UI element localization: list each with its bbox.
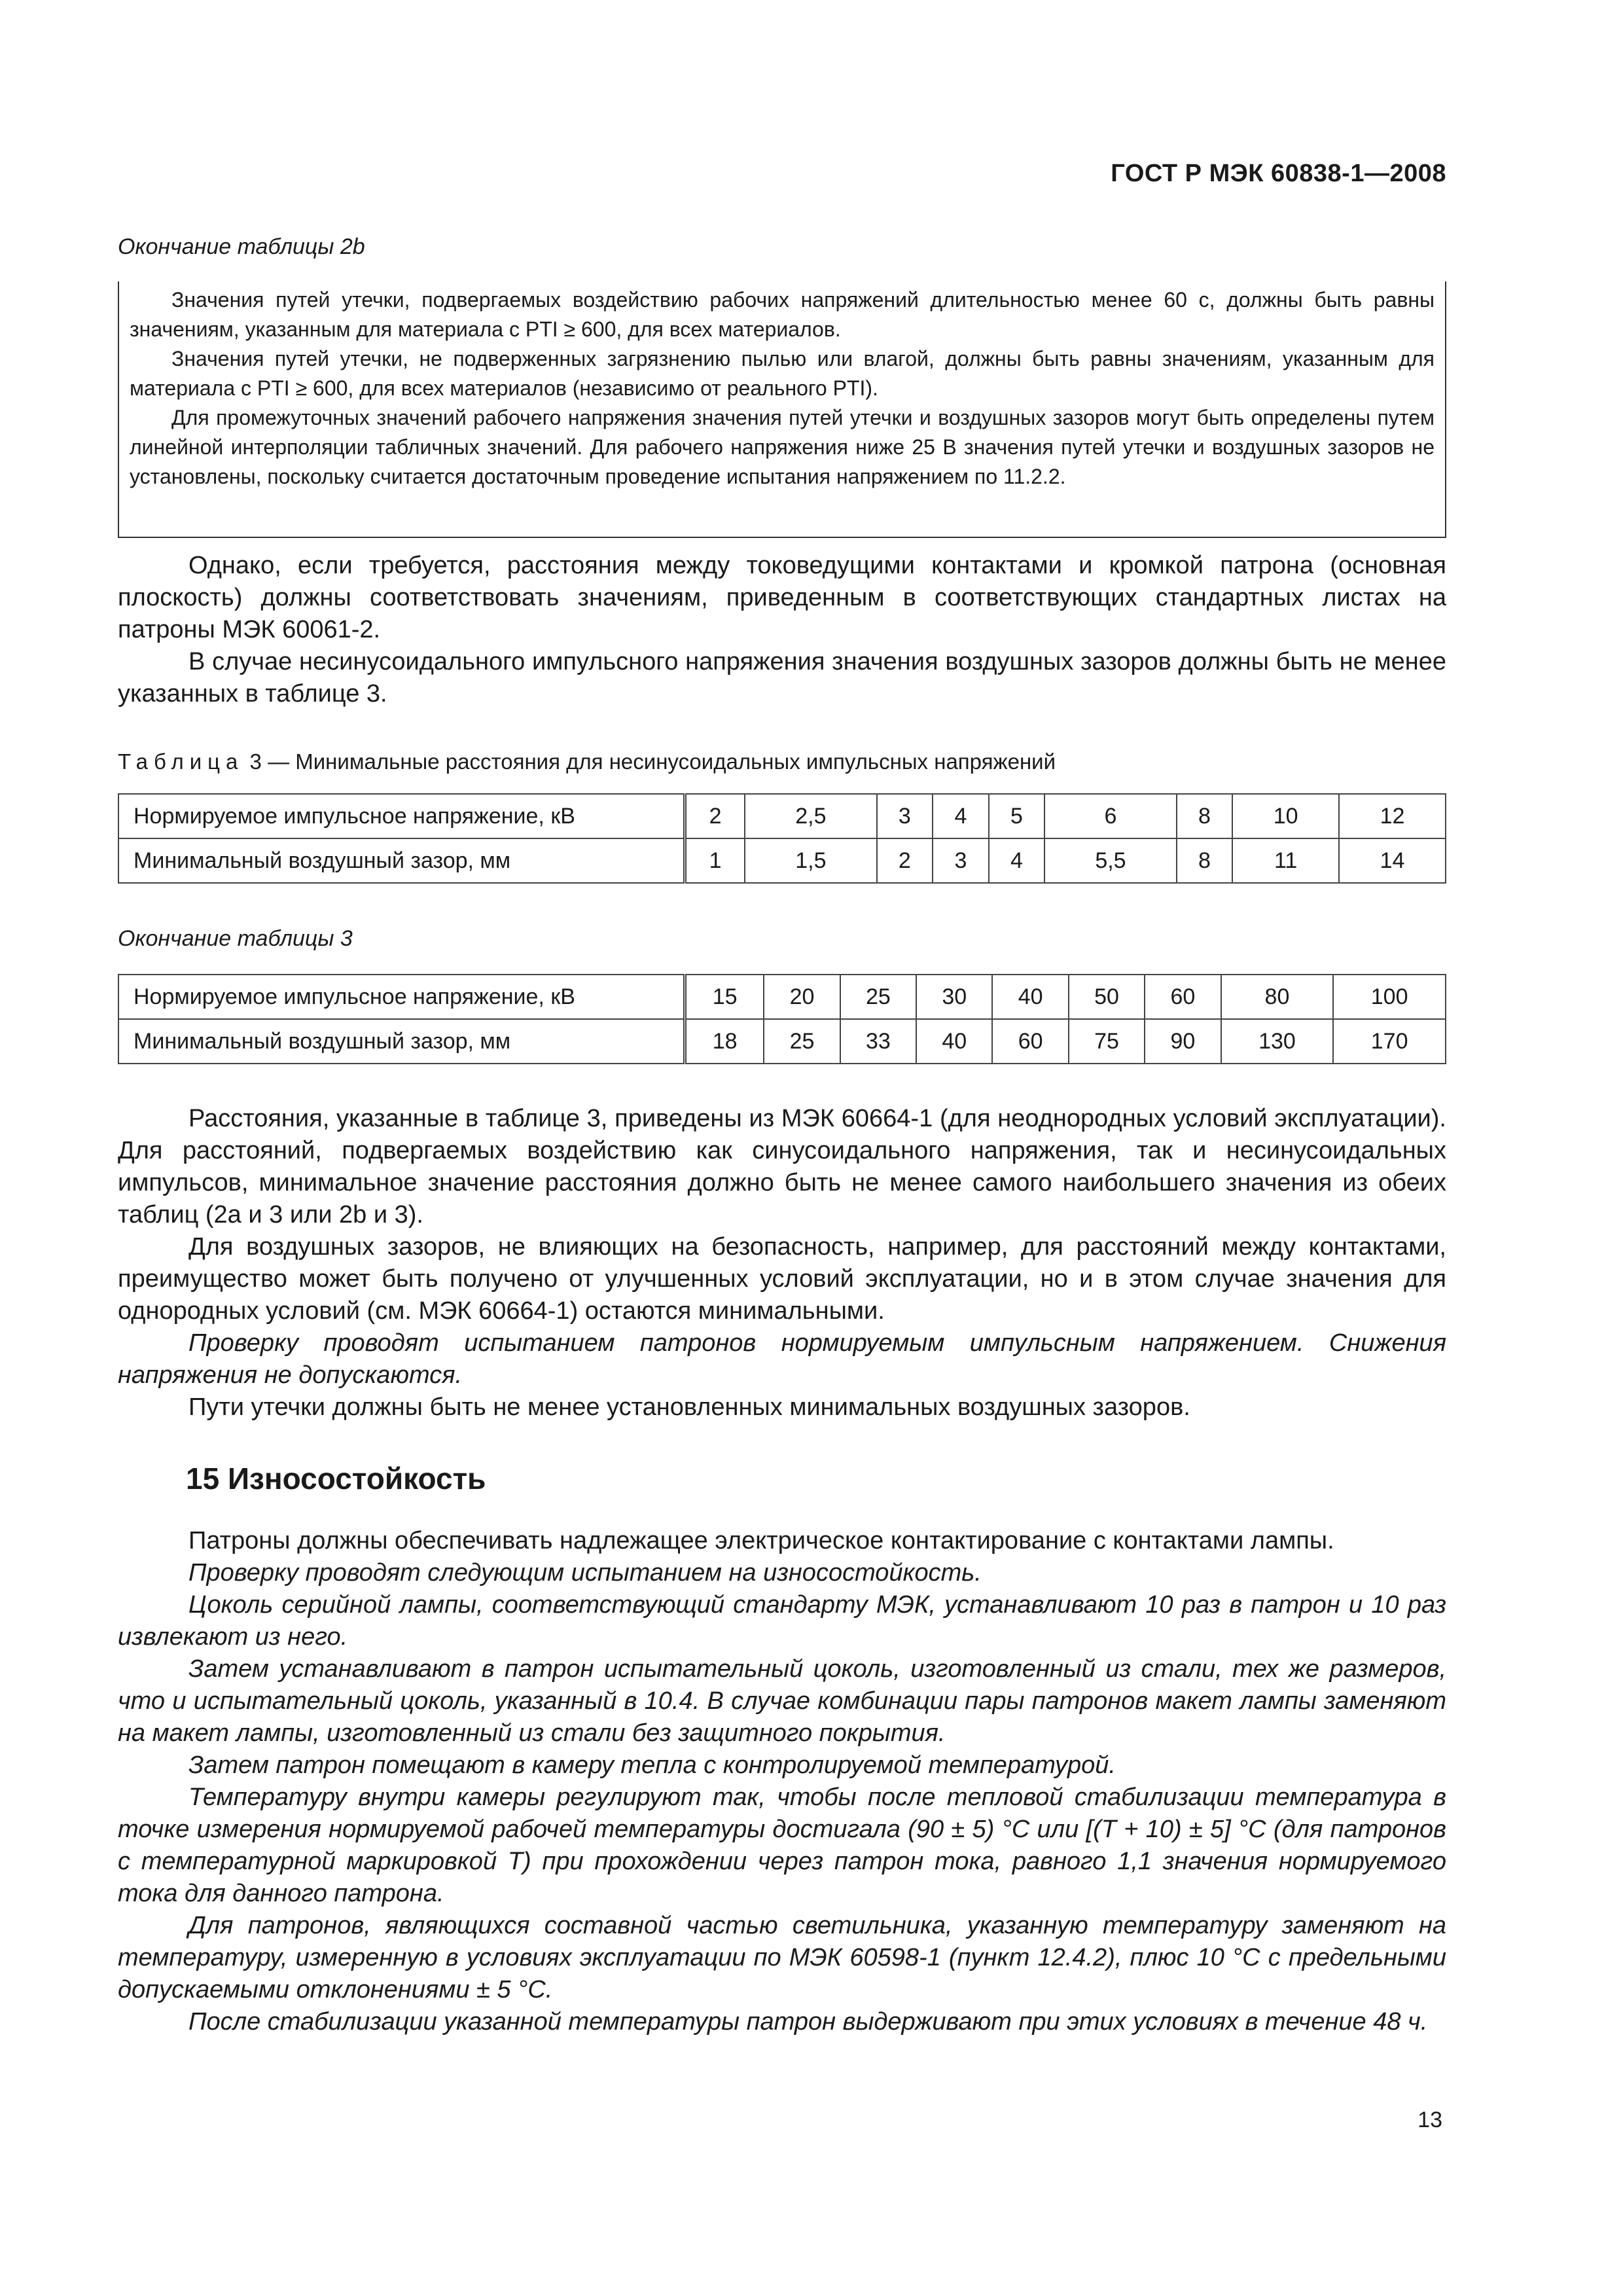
table-3-title-word: Таблица <box>118 749 244 774</box>
test-method-paragraph: Затем устанавливают в патрон испытательный цоколь, изготовленный из стали, тех же размеров, что и испытательный цоколь, указанный в 10.4. В случае комбинации пары патронов макет лампы заменяют на макет лампы, изготовленный из стали без защитного покрытия. <box>118 1655 1446 1747</box>
table-note: Значения путей утечки, не подверженных загрязнению пылью или влагой, должны быть равны значениям, указанным для материала с PTI ≥ 600, для всех материалов (независимо от реального PTI). <box>130 347 1435 400</box>
page-number: 13 <box>1418 2108 1442 2132</box>
table-3-part-1 <box>118 793 1446 884</box>
table-cell: 170 <box>1333 1019 1446 1064</box>
table-3-continuation-caption: Окончание таблицы 3 <box>118 926 353 951</box>
table-cell: 40 <box>916 1019 992 1064</box>
table-3-part-2 <box>118 974 1446 1064</box>
table-cell: 33 <box>840 1019 916 1064</box>
table-cell: 4 <box>989 838 1045 883</box>
body-paragraph: Для воздушных зазоров, не влияющих на безопасность, например, для расстояний между контактами, преимущество может быть получено от улучшенных условий эксплуатации, но и в этом случае значения для однородных условий (см. МЭК 60664-1) остаются минимальными. <box>118 1233 1446 1325</box>
table-row <box>118 794 1446 838</box>
table-cell: 12 <box>1339 794 1446 838</box>
body-paragraph: Патроны должны обеспечивать надлежащее электрическое контактирование с контактами лампы. <box>188 1527 1334 1554</box>
paragraphs-after-table-3 <box>118 1103 1446 1424</box>
section-15-body <box>118 1525 1446 2038</box>
table-3-title-text: 3 — Минимальные расстояния для несинусоидальных импульсных напряжений <box>243 749 1056 774</box>
body-paragraph: В случае несинусоидального импульсного напряжения значения воздушных зазоров должны быть не менее указанных в таблице 3. <box>118 648 1446 708</box>
test-method-paragraph: Для патронов, являющихся составной частью светильника, указанную температуру заменяют на температуру, измеренную в условиях эксплуатации по МЭК 60598-1 (пункт 12.4.2), плюс 10 °С с предельными допускаемыми отклонениями ± 5 °С. <box>118 1912 1446 2003</box>
table-2b-continuation-caption: Окончание таблицы 2b <box>118 234 365 259</box>
row-label-clearance: Минимальный воздушный зазор, мм <box>118 838 685 883</box>
paragraphs-before-table-3 <box>118 550 1446 710</box>
table-cell: 2 <box>685 794 745 838</box>
table-cell: 25 <box>764 1019 840 1064</box>
table-cell: 100 <box>1333 975 1446 1019</box>
table-cell: 130 <box>1221 1019 1334 1064</box>
table-cell: 90 <box>1145 1019 1221 1064</box>
table-cell: 2 <box>877 838 933 883</box>
table-cell: 4 <box>933 794 989 838</box>
body-paragraph: Расстояния, указанные в таблице 3, приведены из МЭК 60664-1 (для неоднородных условий эксплуатации). Для расстояний, подвергаемых воздействию как синусоидального напряжения, так и несинусоидальных импульсов, минимальное значение расстояния должно быть не менее самого наибольшего значения из обеих таблиц (2а и 3 или 2b и 3). <box>118 1105 1446 1229</box>
table-cell: 8 <box>1177 794 1233 838</box>
table-cell: 11 <box>1232 838 1339 883</box>
row-label-voltage: Нормируемое импульсное напряжение, кВ <box>118 794 685 838</box>
table-cell: 30 <box>916 975 992 1019</box>
table-cell: 1,5 <box>745 838 876 883</box>
table-cell: 60 <box>992 1019 1068 1064</box>
table-row <box>118 1019 1446 1064</box>
test-method-paragraph: Цоколь серийной лампы, соответствующий стандарту МЭК, устанавливают 10 раз в патрон и 10 раз извлекают из него. <box>118 1591 1446 1651</box>
table-cell: 20 <box>764 975 840 1019</box>
test-method-paragraph: Затем патрон помещают в камеру тепла с контролируемой температурой. <box>188 1751 1116 1779</box>
table-note: Для промежуточных значений рабочего напряжения значения путей утечки и воздушных зазоров могут быть определены путем линейной интерполяции табличных значений. Для рабочего напряжения ниже 25 В значения путей утечки и воздушных зазоров не установлены, поскольку считается достаточным проведение испытания напряжением по 11.2.2. <box>130 406 1435 488</box>
table-cell: 80 <box>1221 975 1334 1019</box>
table-cell: 25 <box>840 975 916 1019</box>
table-cell: 75 <box>1069 1019 1145 1064</box>
table-cell: 5 <box>989 794 1045 838</box>
table-cell: 8 <box>1177 838 1233 883</box>
row-label-clearance: Минимальный воздушный зазор, мм <box>118 1019 685 1064</box>
test-method-paragraph: Проверку проводят испытанием патронов нормируемым импульсным напряжением. Снижения напряжения не допускаются. <box>118 1329 1446 1389</box>
table-cell: 60 <box>1145 975 1221 1019</box>
row-label-voltage: Нормируемое импульсное напряжение, кВ <box>118 975 685 1019</box>
test-method-paragraph: Температуру внутри камеры регулируют так, чтобы после тепловой стабилизации температура в точке измерения нормируемой рабочей температуры достигала (90 ± 5) °С или [(T + 10) ± 5] °С (для патронов с температурной маркировкой T) при прохождении через патрон тока, равного 1,1 значения нормируемого тока для данного патрона. <box>118 1784 1446 1907</box>
table-cell: 14 <box>1339 838 1446 883</box>
test-method-paragraph: После стабилизации указанной температуры патрон выдерживают при этих условиях в течение 48 ч. <box>188 2008 1428 2036</box>
table-3-title <box>118 749 1056 774</box>
test-method-paragraph: Проверку проводят следующим испытанием на износостойкость. <box>188 1559 982 1587</box>
table-cell: 18 <box>685 1019 764 1064</box>
table-cell: 40 <box>992 975 1068 1019</box>
table-cell: 3 <box>933 838 989 883</box>
table-cell: 50 <box>1069 975 1145 1019</box>
table-cell: 1 <box>685 838 745 883</box>
table-cell: 15 <box>685 975 764 1019</box>
table-cell: 10 <box>1232 794 1339 838</box>
table-2b-notes-box <box>118 281 1446 538</box>
body-paragraph: Однако, если требуется, расстояния между токоведущими контактами и кромкой патрона (основная плоскость) должны соответствовать значениям, приведенным в соответствующих стандартных листах на патроны МЭК 60061-2. <box>118 552 1446 643</box>
table-row <box>118 975 1446 1019</box>
table-row <box>118 838 1446 883</box>
section-15-title: 15 Износостойкость <box>186 1462 486 1496</box>
body-paragraph: Пути утечки должны быть не менее установленных минимальных воздушных зазоров. <box>188 1393 1190 1421</box>
table-note: Значения путей утечки, подвергаемых воздействию рабочих напряжений длительностью менее 60 с, должны быть равны значениям, указанным для материала с PTI ≥ 600, для всех материалов. <box>130 288 1435 341</box>
table-cell: 2,5 <box>745 794 876 838</box>
table-cell: 6 <box>1044 794 1176 838</box>
table-cell: 3 <box>877 794 933 838</box>
document-standard-id: ГОСТ Р МЭК 60838-1—2008 <box>1111 160 1446 187</box>
table-cell: 5,5 <box>1044 838 1176 883</box>
